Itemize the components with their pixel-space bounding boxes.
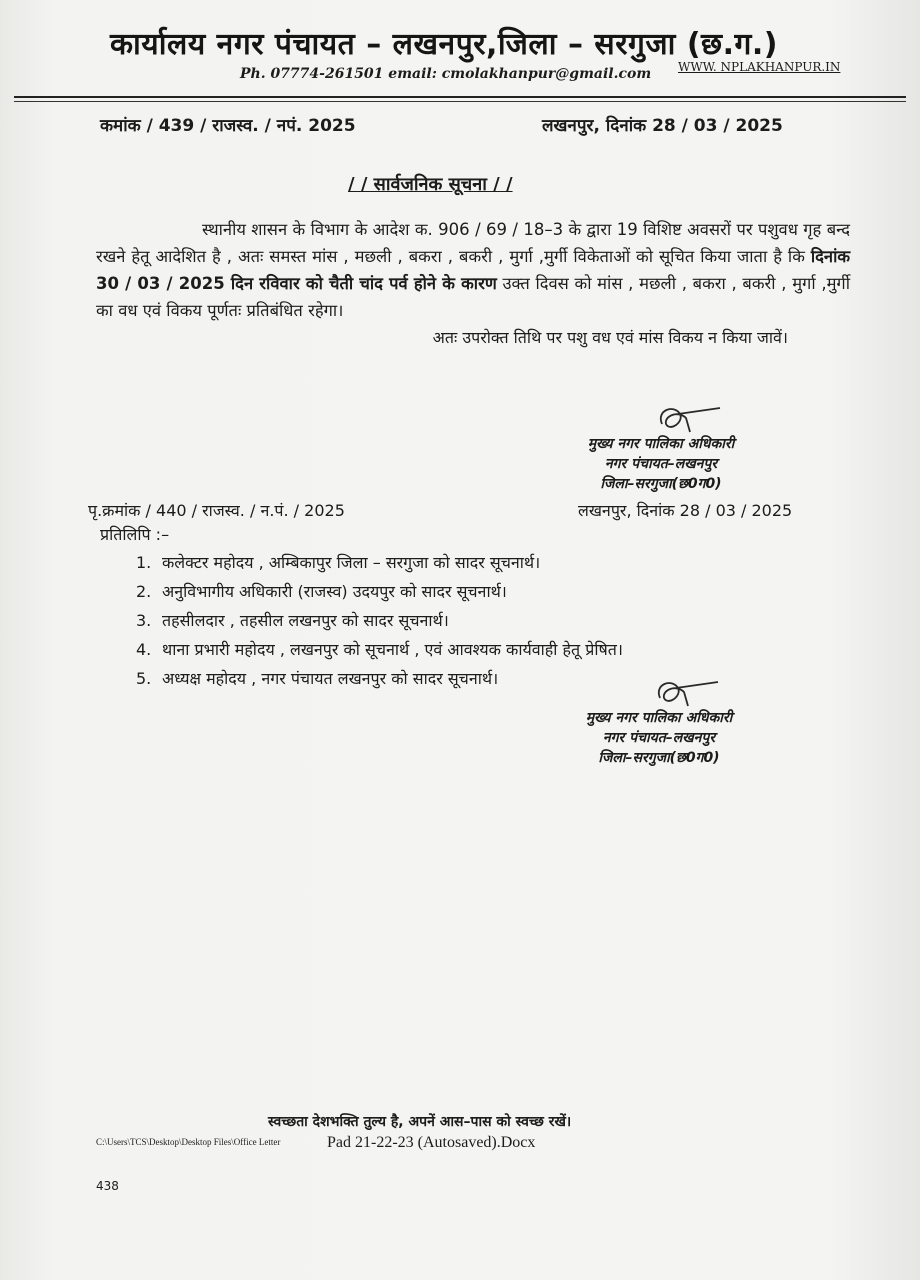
- copy-label: प्रतिलिपि :–: [100, 525, 170, 544]
- footer-file-name: Pad 21-22-23 (Autosaved).Docx: [327, 1134, 536, 1151]
- copy-reference-date: लखनपुर, दिनांक 28 / 03 / 2025: [578, 501, 793, 520]
- body-text-1: स्थानीय शासन के विभाग के आदेश क. 906 / 69 / 18–3 के द्वारा 19 विशिष्ट अवसरों पर पशुवध गृह बन्द रखने हेतू आदेशित है , अतः समस्त मांस , मछली , बकरा , बकरी , मुर्गा ,मुर्गी विकेताओं को सूचित किया जाता है कि: [96, 220, 850, 266]
- list-item: 5. अध्यक्ष महोदय , नगर पंचायत लखनपुर को सादर सूचनार्थ।: [136, 669, 499, 688]
- website: WWW. NPLAKHANPUR.IN: [678, 60, 841, 74]
- footer-motto: स्वच्छता देशभक्ति तुल्य है, अपनें आस–पास को स्वच्छ रखें।: [268, 1114, 572, 1130]
- reference-number: कमांक / 439 / राजस्व. / नपं. 2025: [100, 116, 356, 136]
- footer-file-path: C:\Users\TCS\Desktop\Desktop Files\Office Letter: [96, 1137, 281, 1147]
- signature-district: जिला–सरगुजा(छ0ग0): [600, 476, 722, 492]
- list-item: 2. अनुविभागीय अधिकारी (राजस्व) उदयपुर को सादर सूचनार्थ।: [136, 582, 507, 601]
- header-rule: [14, 96, 906, 98]
- body-bold-date: दिनांक 30 / 03 / 2025 दिन रविवार को चैती चांद पर्व होने के कारण: [96, 247, 851, 293]
- signature-designation: मुख्य नगर पालिका अधिकारी: [587, 436, 735, 452]
- list-item: 4. थाना प्रभारी महोदय , लखनपुर को सूचनार्थ , एवं आवश्यक कार्यवाही हेतू प्रेषित।: [136, 640, 623, 659]
- contact-line: Ph. 07774-261501 email: cmolakhanpur@gmail.com: [240, 66, 652, 82]
- notice-closing: अतः उपरोक्त तिथि पर पशु वध एवं मांस विकय न किया जावें।: [432, 328, 788, 347]
- signature-office: नगर पंचायत–लखनपुर: [602, 730, 716, 746]
- header-rule-thin: [14, 101, 906, 102]
- reference-date: लखनपुर, दिनांक 28 / 03 / 2025: [542, 116, 783, 136]
- signature-block: [564, 708, 754, 768]
- notice-body: [96, 216, 850, 351]
- notice-paragraph: [96, 216, 850, 324]
- list-item: 1. कलेक्टर महोदय , अम्बिकापुर जिला – सरगुजा को सादर सूचनार्थ।: [136, 553, 541, 572]
- signature-office: नगर पंचायत–लखनपुर: [604, 456, 718, 472]
- signature-block: [566, 434, 756, 494]
- signature-district: जिला–सरगुजा(छ0ग0): [598, 750, 720, 766]
- copy-list: [136, 548, 623, 693]
- signature-designation: मुख्य नगर पालिका अधिकारी: [585, 710, 733, 726]
- copy-reference-number: पृ.क्रमांक / 440 / राजस्व. / न.पं. / 2025: [88, 501, 345, 520]
- body-text-2: उक्त दिवस को मांस , मछली , बकरा , बकरी , मुर्गा ,मुर्गी का वध एवं विकय पूर्णतः प्रतिबंधित रहेगा।: [96, 274, 850, 320]
- list-item: 3. तहसीलदार , तहसील लखनपुर को सादर सूचनार्थ।: [136, 611, 449, 630]
- notice-subject: / / सार्वजनिक सूचना / /: [348, 174, 513, 195]
- office-title: कार्यालय नगर पंचायत – लखनपुर,जिला – सरगुजा (छ.ग.): [110, 27, 778, 62]
- page-number: 438: [96, 1179, 119, 1193]
